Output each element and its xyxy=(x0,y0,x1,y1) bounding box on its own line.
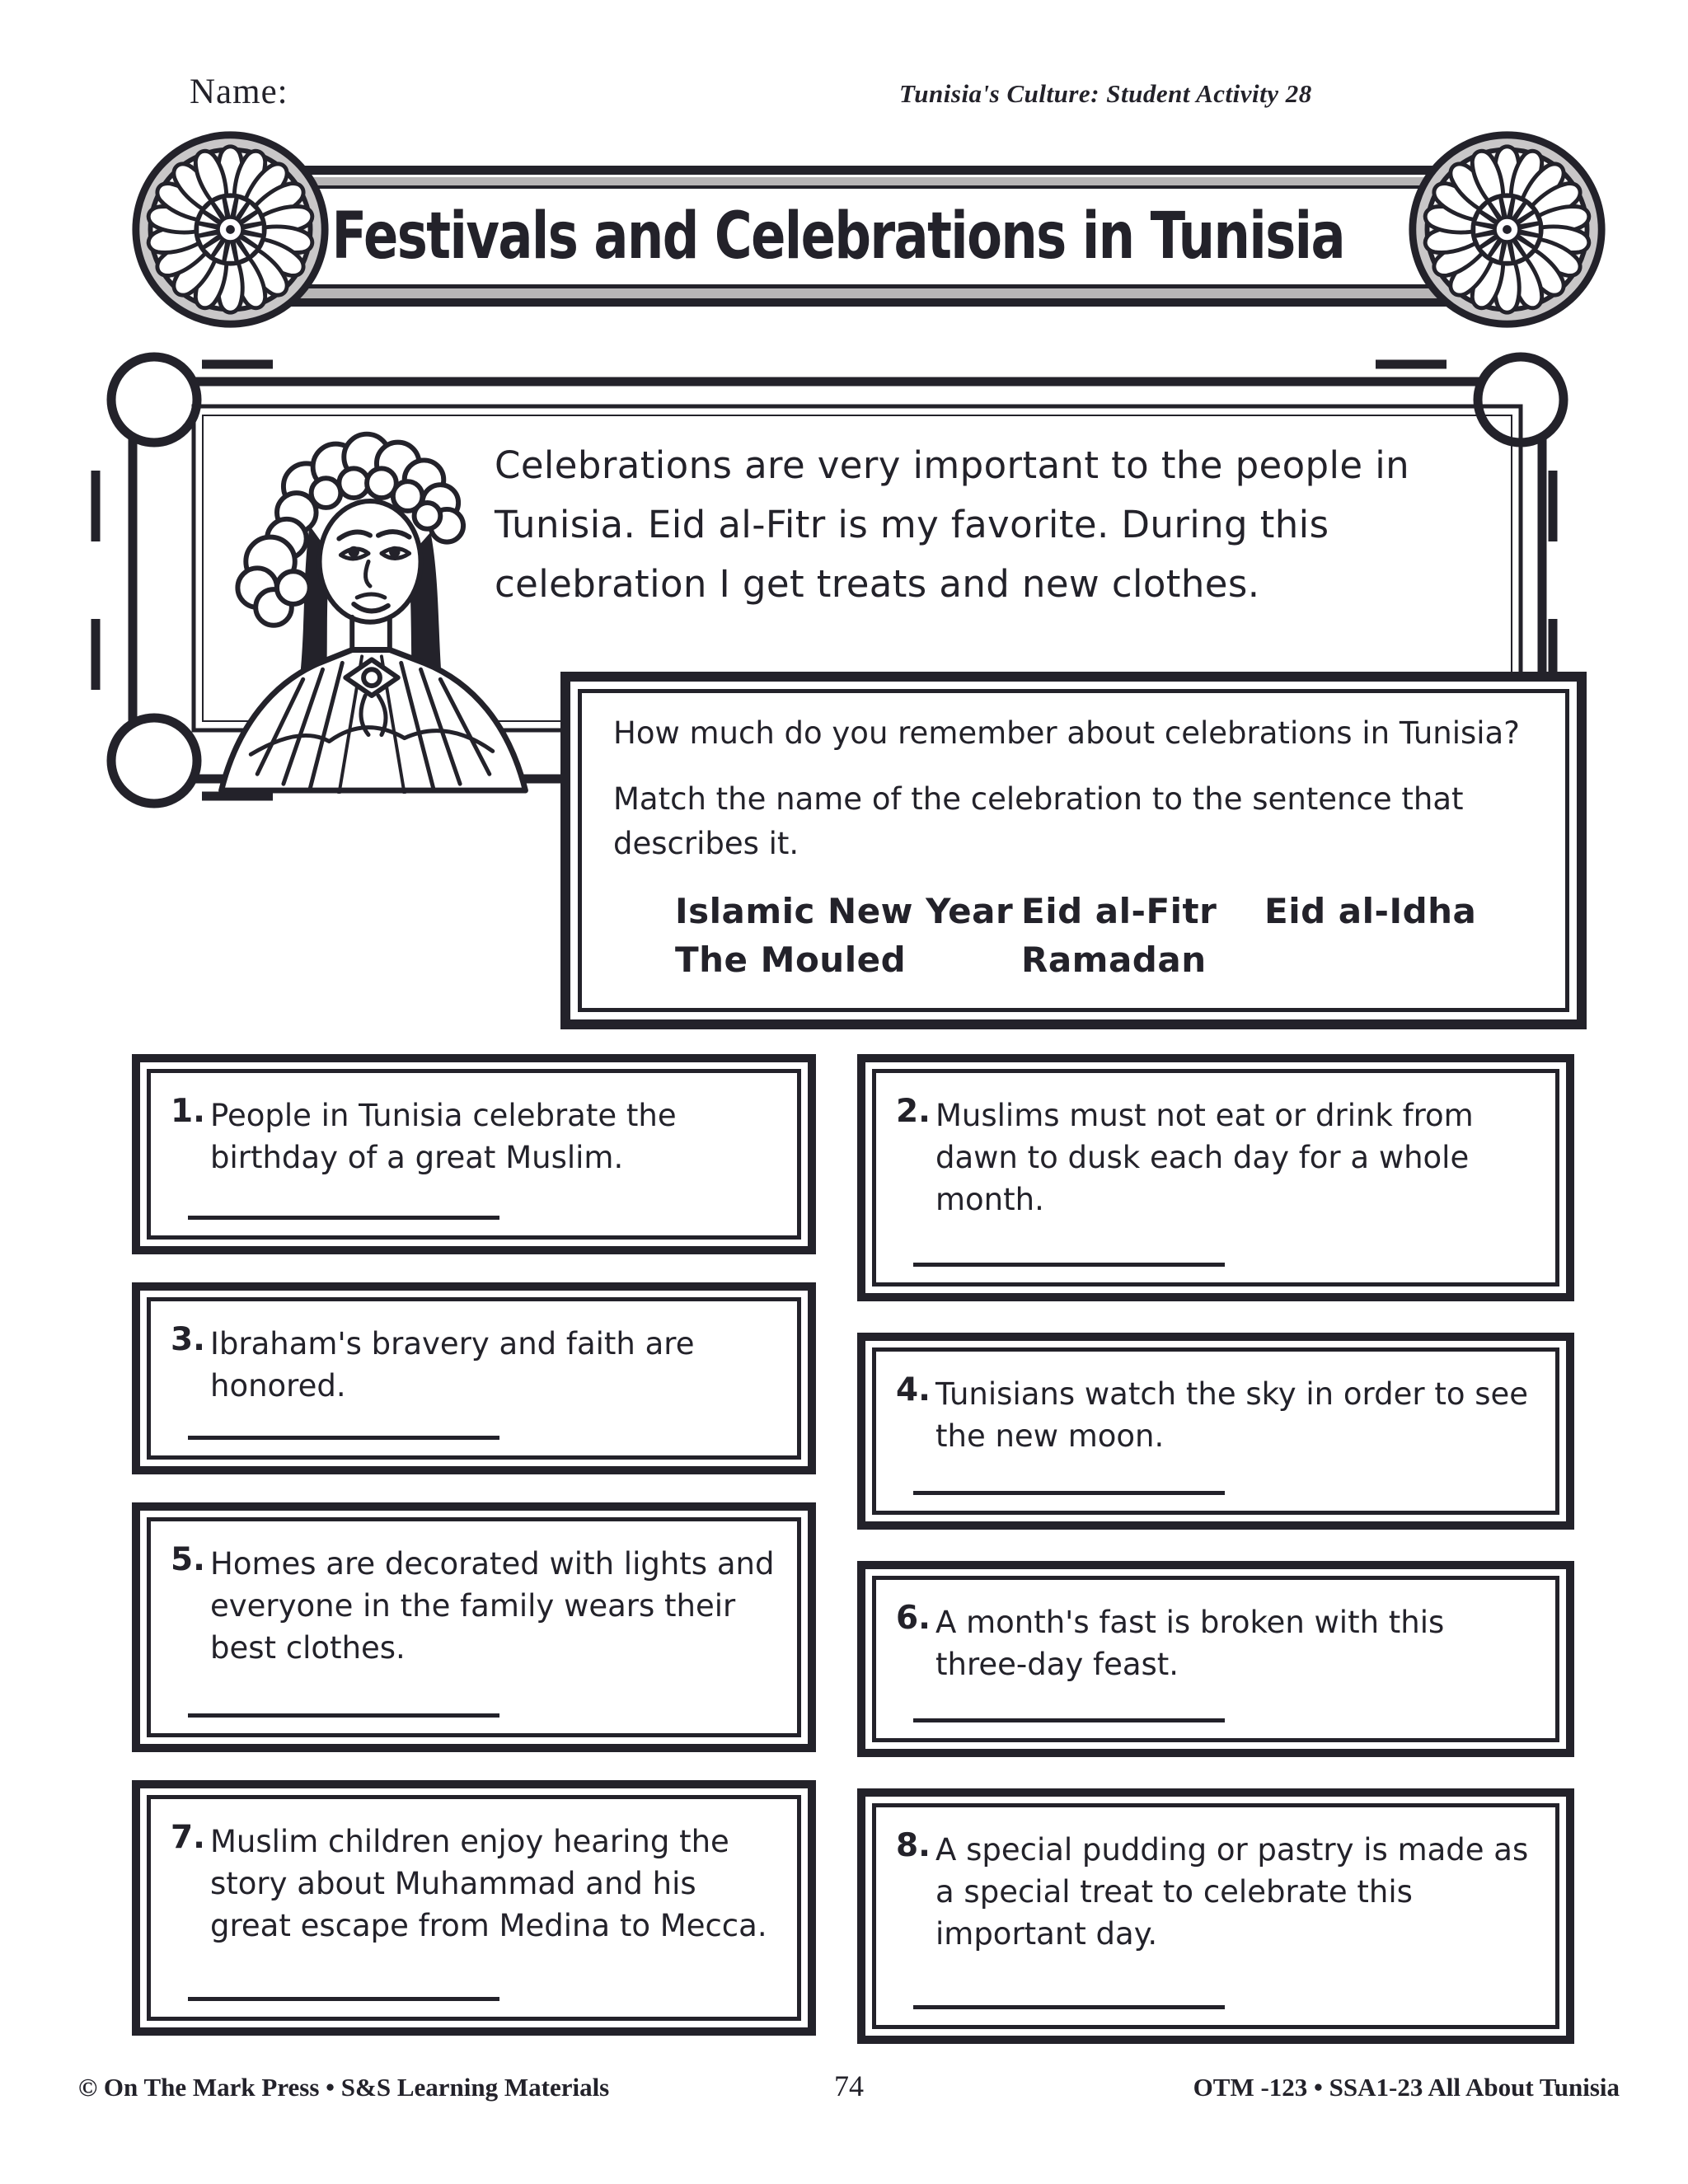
rosette-medallion-icon xyxy=(1406,129,1608,330)
activity-header: Tunisia's Culture: Student Activity 28 xyxy=(899,79,1312,108)
answer-blank xyxy=(913,2005,1225,2009)
word-bank-item: Eid al-Fitr xyxy=(1021,890,1217,931)
page-number: 74 xyxy=(834,2069,864,2102)
question-text: People in Tunisia celebrate the birthday of a great Muslim. xyxy=(210,1097,677,1175)
answer-blank xyxy=(913,1263,1225,1267)
rosette-medallion-icon xyxy=(129,129,331,330)
question-text: Homes are decorated with lights and everyone in the family wears their best clothes. xyxy=(210,1545,775,1666)
question-box-3 xyxy=(132,1282,816,1474)
word-bank-item: Ramadan xyxy=(1021,939,1207,980)
ribbon-title-area xyxy=(220,189,1456,284)
question-box-6 xyxy=(857,1561,1574,1757)
header-row xyxy=(78,73,1620,112)
question-box-7 xyxy=(132,1780,816,2036)
question-box-5 xyxy=(132,1502,816,1752)
question-box-2 xyxy=(857,1054,1574,1301)
quiz-question: How much do you remember about celebrations in Tunisia? xyxy=(613,715,1520,751)
question-grid xyxy=(132,1054,1620,2044)
question-number: 3. xyxy=(171,1320,205,1358)
footer xyxy=(78,2069,1620,2103)
ribbon-stripe xyxy=(220,288,1456,298)
question-number: 2. xyxy=(896,1092,931,1130)
speech-text: Celebrations are very important to the people in Tunisia. Eid al-Fitr is my favorite. During this celebration I get treats and new clothes. xyxy=(495,443,1410,606)
quiz-instruction: Match the name of the celebration to the sentence that describes it. xyxy=(613,781,1464,861)
question-number: 7. xyxy=(171,1818,205,1856)
question-text: A special pudding or pastry is made as a special treat to celebrate this important day. xyxy=(935,1831,1529,1952)
question-box-8 xyxy=(857,1788,1574,2044)
question-text: Muslim children enjoy hearing the story about Muhammad and his great escape from Medina to Mecca. xyxy=(210,1823,767,1943)
ribbon-stripe xyxy=(220,298,1456,307)
answer-blank xyxy=(188,1436,499,1440)
question-number: 8. xyxy=(896,1826,931,1864)
quiz-instruction-inner xyxy=(578,689,1569,1012)
answer-blank xyxy=(913,1491,1225,1495)
question-column-right xyxy=(857,1054,1574,2044)
question-box-4 xyxy=(857,1333,1574,1530)
answer-blank xyxy=(188,1997,499,2001)
answer-blank xyxy=(188,1216,499,1220)
word-bank-item: Eid al-Idha xyxy=(1264,890,1477,931)
question-text: Tunisians watch the sky in order to see the new moon. xyxy=(935,1376,1529,1454)
question-number: 4. xyxy=(896,1371,931,1408)
footer-catalog: OTM -123 • SSA1-23 All About Tunisia xyxy=(1193,2072,1620,2102)
word-bank xyxy=(675,891,1534,980)
question-text: A month's fast is broken with this three-day feast. xyxy=(935,1604,1445,1682)
word-bank-item: The Mouled xyxy=(675,939,907,980)
question-text: Ibraham's bravery and faith are honored. xyxy=(210,1325,695,1404)
question-number: 6. xyxy=(896,1599,931,1637)
word-bank-item: Islamic New Year xyxy=(675,890,1014,931)
question-text: Muslims must not eat or drink from dawn to dusk each day for a whole month. xyxy=(935,1097,1474,1217)
name-label: Name: xyxy=(190,73,288,111)
question-number: 1. xyxy=(171,1092,205,1130)
ribbon-stripe xyxy=(220,166,1456,175)
footer-publisher: © On The Mark Press • S&S Learning Materials xyxy=(78,2072,610,2102)
title-banner xyxy=(78,129,1620,332)
answer-blank xyxy=(188,1713,499,1718)
quiz-instruction-box xyxy=(560,672,1587,1029)
question-box-1 xyxy=(132,1054,816,1254)
question-number: 5. xyxy=(171,1540,205,1578)
banner-ribbon xyxy=(220,166,1456,307)
question-column-left xyxy=(132,1054,816,2044)
ribbon-stripe xyxy=(220,177,1456,185)
page-title: Festivals and Celebrations in Tunisia xyxy=(331,199,1345,274)
answer-blank xyxy=(913,1718,1225,1722)
